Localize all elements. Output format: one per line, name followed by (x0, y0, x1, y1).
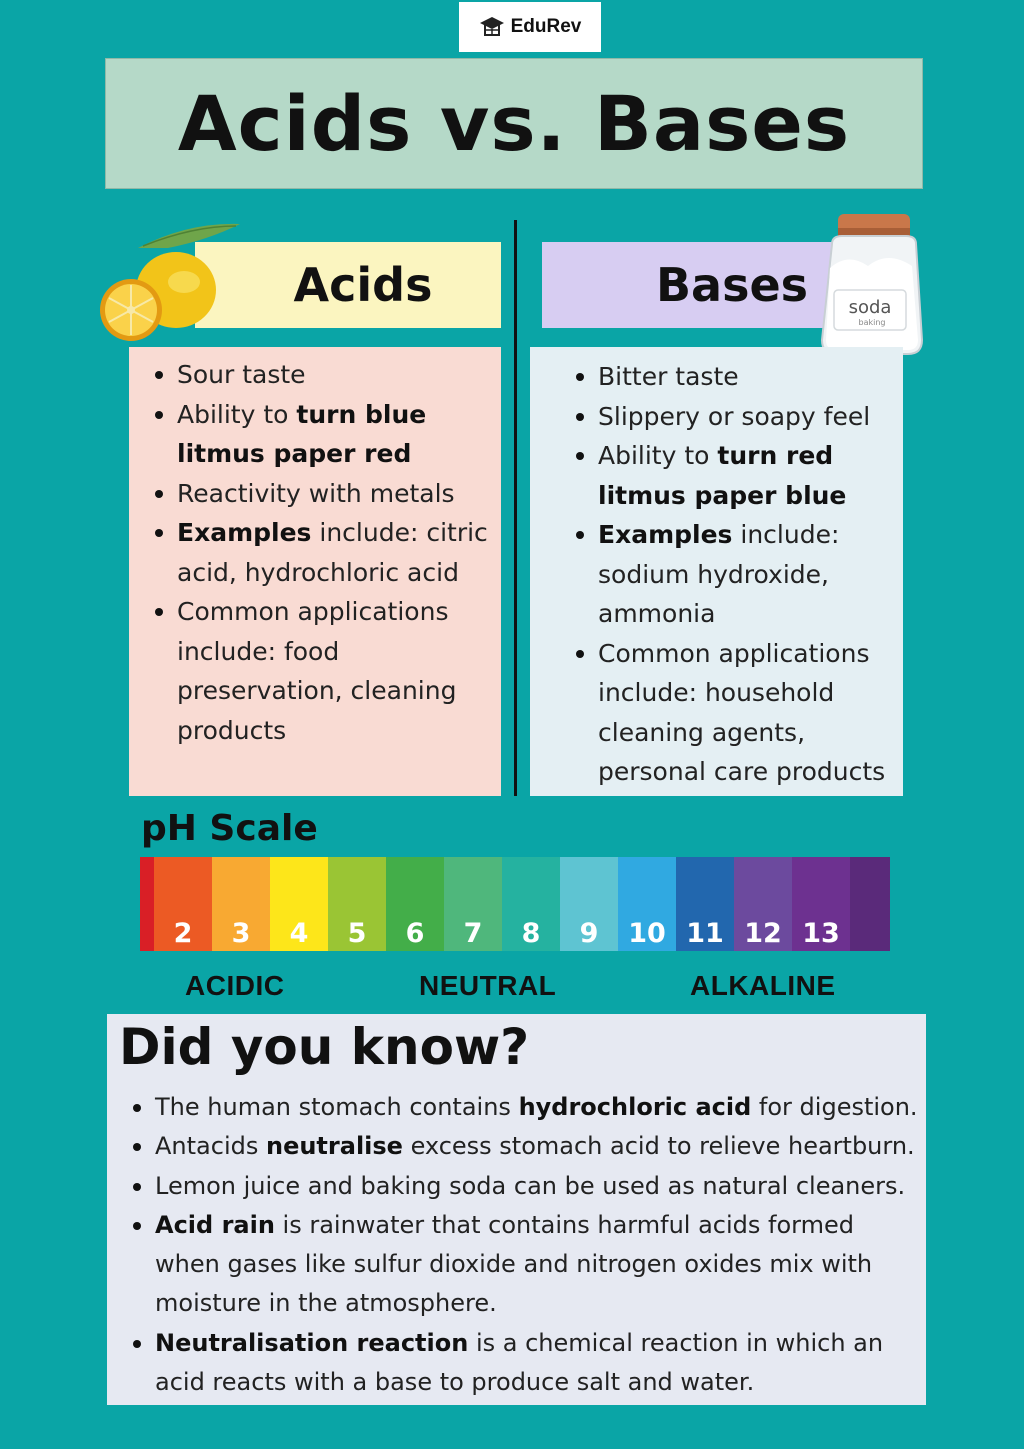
ph-value-label: 4 (289, 918, 309, 949)
ph-label-alkaline: ALKALINE (690, 970, 836, 1001)
bases-list (598, 357, 895, 792)
ph-value-label: 12 (744, 918, 782, 949)
ph-segment (502, 857, 560, 951)
bases-item: Ability to turn red litmus paper blue (598, 436, 895, 515)
ph-segment (792, 857, 850, 951)
ph-value-label: 5 (347, 918, 367, 949)
ph-segment (734, 857, 792, 951)
ph-value-label: 2 (173, 918, 193, 949)
acids-heading: Acids (293, 258, 433, 312)
ph-segment (140, 857, 154, 951)
fact-item: Lemon juice and baking soda can be used as natural cleaners. (155, 1167, 926, 1206)
page-title: Acids vs. Bases (177, 79, 851, 168)
fact-item: Neutralisation reaction is a chemical reaction in which an acid reacts with a base to produce salt and water. (155, 1324, 926, 1403)
ph-value-label: 10 (628, 918, 666, 949)
bases-item: Examples include: sodium hydroxide, ammonia (598, 515, 895, 634)
edurev-logo[interactable] (459, 2, 601, 52)
ph-scale-bar (140, 857, 890, 951)
fact-item: Antacids neutralise excess stomach acid to relieve heartburn. (155, 1127, 926, 1166)
ph-segment (212, 857, 270, 951)
ph-value-label: 9 (579, 918, 599, 949)
ph-value-label: 7 (463, 918, 483, 949)
logo-text: EduRev (510, 16, 582, 37)
ph-value-label: 3 (231, 918, 251, 949)
ph-segment (328, 857, 386, 951)
did-you-know-list (155, 1088, 926, 1402)
ph-value-label: 11 (686, 918, 724, 949)
bases-heading: Bases (656, 258, 809, 312)
acids-item: Reactivity with metals (177, 474, 491, 514)
column-divider (514, 220, 517, 796)
ph-value-label: 8 (521, 918, 541, 949)
ph-label-acidic: ACIDIC (185, 970, 285, 1001)
ph-segment (270, 857, 328, 951)
jar-sublabel: baking (858, 318, 886, 327)
jar-label: soda (848, 297, 892, 318)
ph-value-label: 6 (405, 918, 425, 949)
ph-segment (386, 857, 444, 951)
lemon-icon (98, 218, 243, 348)
ph-segment (676, 857, 734, 951)
acids-item: Common applications include: food preservation, cleaning products (177, 592, 491, 750)
title-banner (105, 58, 923, 189)
bases-properties-card (530, 347, 903, 796)
ph-segment (154, 857, 212, 951)
ph-segment (444, 857, 502, 951)
ph-label-neutral: NEUTRAL (419, 970, 557, 1001)
ph-value-label: 13 (802, 918, 840, 949)
acids-item: Examples include: citric acid, hydrochloric acid (177, 513, 491, 592)
ph-segment (850, 857, 890, 951)
fact-item: Acid rain is rainwater that contains harmful acids formed when gases like sulfur dioxide and nitrogen oxides mix with moisture in the atmosphere. (155, 1206, 926, 1324)
baking-soda-jar-icon (818, 210, 926, 358)
acids-properties-card (129, 347, 501, 796)
graduation-cap-icon (479, 14, 505, 40)
bases-item: Slippery or soapy feel (598, 397, 895, 437)
acids-list (177, 355, 491, 750)
ph-scale-title: pH Scale (141, 808, 318, 849)
acids-item: Sour taste (177, 355, 491, 395)
bases-item: Common applications include: household cleaning agents, personal care products (598, 634, 895, 792)
fact-item: The human stomach contains hydrochloric acid for digestion. (155, 1088, 926, 1127)
ph-segment (618, 857, 676, 951)
ph-segment (560, 857, 618, 951)
did-you-know-heading: Did you know? (119, 1018, 530, 1076)
did-you-know-box (107, 1014, 926, 1405)
acids-item: Ability to turn blue litmus paper red (177, 395, 491, 474)
bases-item: Bitter taste (598, 357, 895, 397)
bases-heading-box (542, 242, 842, 328)
